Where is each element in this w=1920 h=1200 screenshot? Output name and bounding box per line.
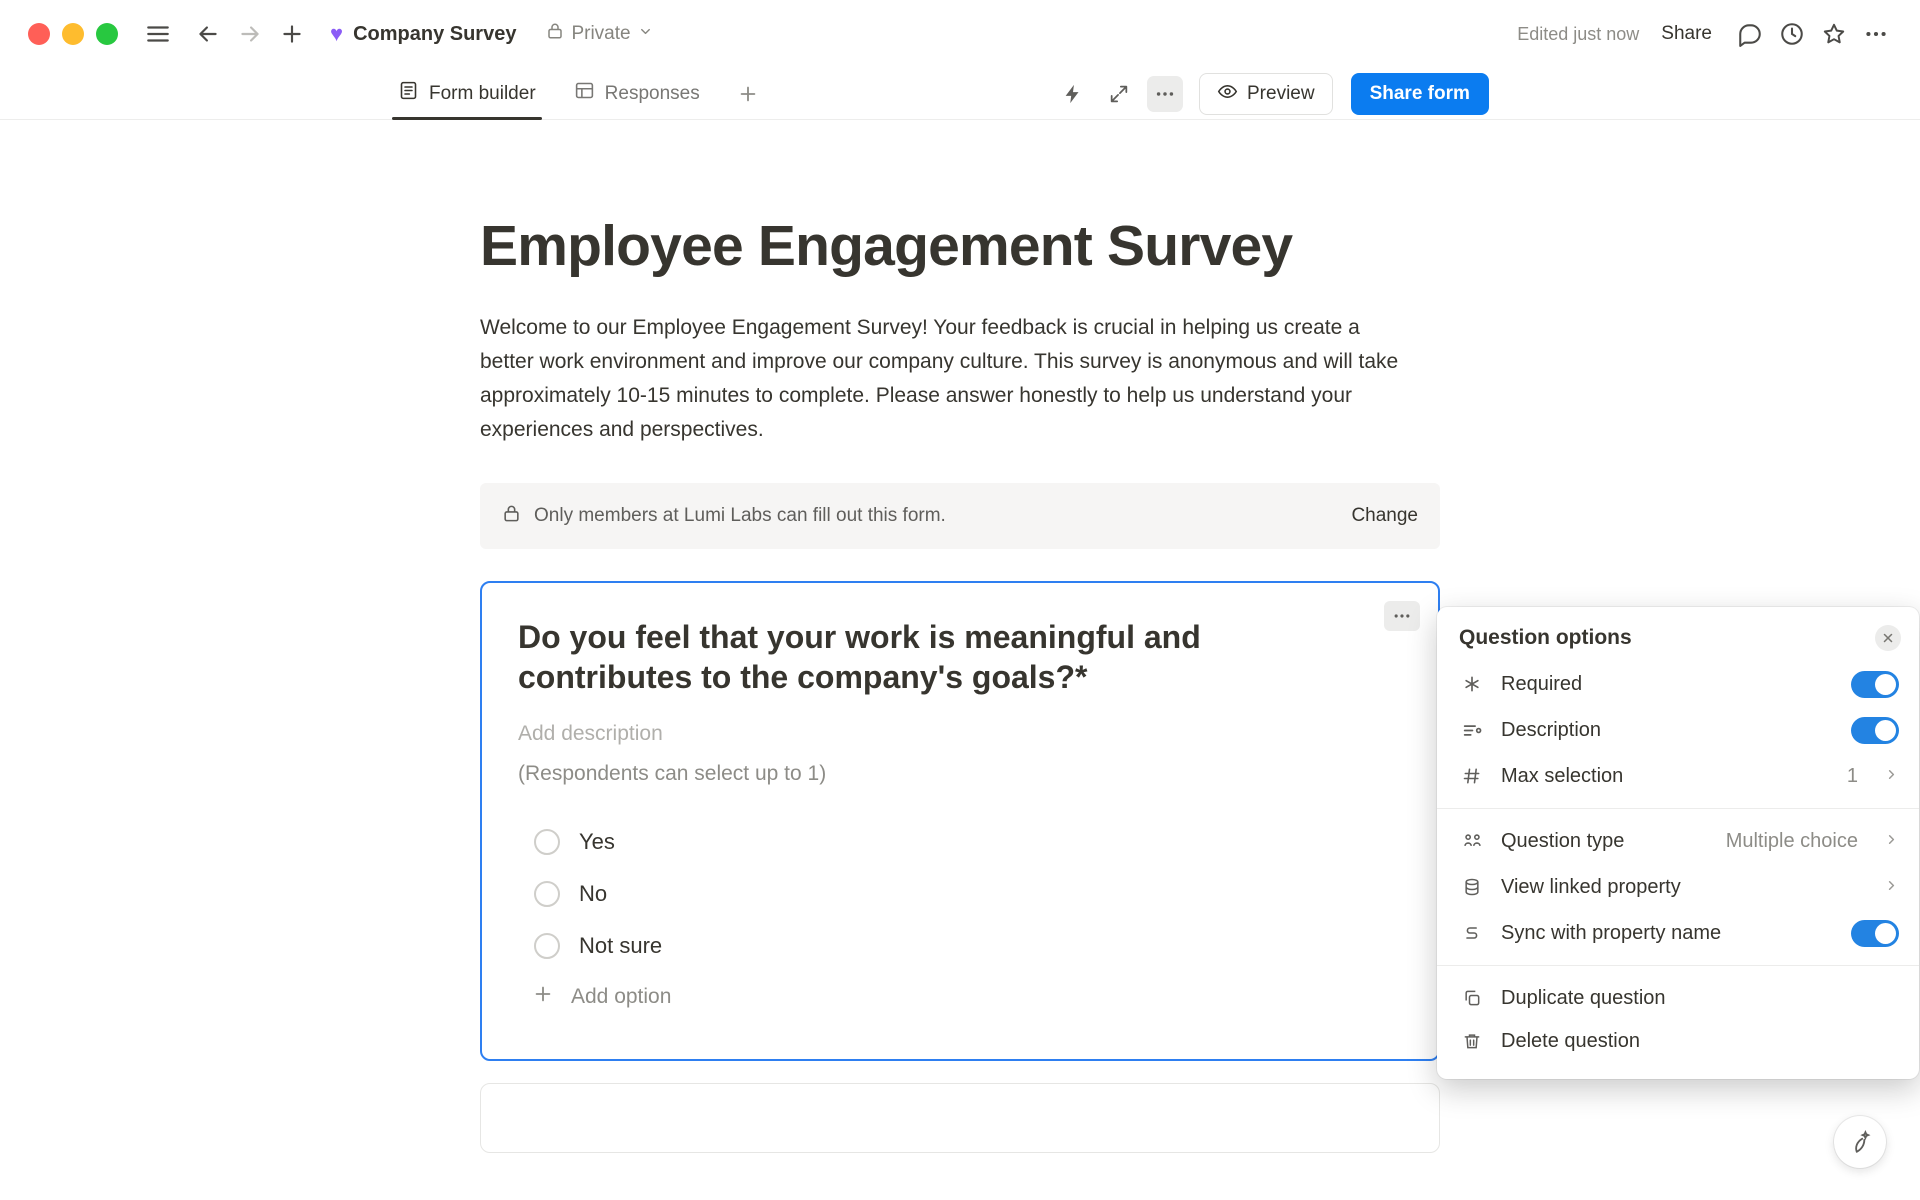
clock-icon[interactable] (1774, 16, 1810, 52)
option-row[interactable] (518, 920, 1402, 972)
required-asterisk: * (1075, 659, 1088, 696)
table-icon (574, 80, 595, 107)
asterisk-icon (1459, 674, 1485, 694)
option-label: No (579, 880, 608, 906)
share-form-button[interactable]: Share form (1351, 73, 1489, 115)
add-option-label: Add option (571, 984, 672, 1008)
back-arrow-icon[interactable] (190, 16, 226, 52)
hash-icon (1459, 766, 1485, 786)
heart-icon: ♥ (330, 21, 344, 46)
database-icon (1459, 877, 1485, 897)
question-type-value: Multiple choice (1725, 829, 1858, 852)
lock-icon (502, 504, 521, 528)
required-toggle[interactable] (1851, 671, 1899, 698)
add-option-button[interactable] (518, 972, 1402, 1022)
form-access-notice (480, 483, 1440, 549)
forward-arrow-icon[interactable] (232, 16, 268, 52)
title-bar (0, 0, 1920, 68)
lock-icon (546, 22, 564, 46)
notice-text: Only members at Lumi Labs can fill out this form. (534, 504, 946, 526)
question-title-text: Do you feel that your work is meaningful and contributes to the company's goals? (518, 618, 1201, 696)
tab-label: Responses (604, 82, 700, 104)
star-icon[interactable] (1816, 16, 1852, 52)
description-toggle[interactable] (1851, 717, 1899, 744)
option-label: Delete question (1501, 1029, 1640, 1052)
page-title: Company Survey (353, 22, 517, 45)
privacy-selector[interactable] (538, 18, 660, 50)
form-title[interactable]: Employee Engagement Survey (480, 214, 1293, 278)
edited-status: Edited just now (1517, 23, 1640, 44)
option-description[interactable] (1437, 707, 1919, 753)
maximize-window-button[interactable] (96, 23, 118, 45)
question-more-icon[interactable] (1384, 601, 1420, 631)
preview-button[interactable] (1199, 73, 1333, 115)
description-icon (1459, 720, 1485, 741)
hamburger-icon[interactable] (140, 16, 176, 52)
option-question-type[interactable] (1437, 818, 1919, 864)
question-type-icon (1459, 831, 1485, 852)
radio-icon[interactable] (534, 829, 560, 855)
duplicate-question-button[interactable] (1437, 975, 1919, 1021)
option-required[interactable] (1437, 661, 1919, 707)
share-button[interactable]: Share (1661, 23, 1712, 44)
popover-header (1437, 607, 1919, 661)
eye-icon (1217, 81, 1238, 108)
breadcrumb[interactable] (322, 19, 524, 50)
question-selection-hint: (Respondents can select up to 1) (518, 761, 827, 785)
more-horizontal-icon[interactable] (1858, 16, 1894, 52)
chevron-right-icon[interactable] (1884, 831, 1899, 852)
option-label: Max selection (1501, 764, 1624, 787)
titlebar-actions (1517, 0, 1894, 68)
duplicate-icon (1459, 988, 1485, 1008)
radio-icon[interactable] (534, 881, 560, 907)
form-content (480, 215, 1440, 1153)
tab-bar (0, 68, 1920, 120)
option-label: Not sure (579, 932, 663, 958)
option-sync-with-property-name[interactable] (1437, 910, 1919, 956)
divider (1437, 808, 1919, 809)
divider (1437, 965, 1919, 966)
sync-toggle[interactable] (1851, 920, 1899, 947)
question-options-popover (1437, 607, 1919, 1079)
chevron-down-icon (638, 23, 653, 45)
chevron-right-icon[interactable] (1884, 877, 1899, 898)
option-label: View linked property (1501, 875, 1681, 898)
expand-icon[interactable] (1101, 76, 1137, 112)
window-controls[interactable] (28, 23, 118, 45)
option-view-linked-property[interactable] (1437, 864, 1919, 910)
question-options-list (518, 816, 1402, 1022)
form-actions (1055, 68, 1489, 120)
change-access-button[interactable]: Change (1351, 504, 1418, 526)
tab-responses[interactable] (568, 68, 706, 120)
plus-icon (532, 983, 554, 1011)
delete-question-button[interactable] (1437, 1021, 1919, 1067)
form-icon (398, 80, 419, 107)
option-max-selection[interactable] (1437, 753, 1919, 799)
comment-icon[interactable] (1732, 16, 1768, 52)
form-intro-text[interactable]: Welcome to our Employee Engagement Survey! Your feedback is crucial in helping us create a better work environment and improve our company culture. This survey is anonymous and will take approximately 10-15 minutes to complete. Please answer honestly to help us understand your experiences and perspectives. (480, 315, 1399, 441)
question-title[interactable] (518, 617, 1338, 698)
minimize-window-button[interactable] (62, 23, 84, 45)
option-label: Required (1501, 672, 1583, 695)
add-tab-plus-icon[interactable] (732, 78, 764, 110)
close-icon[interactable] (1875, 625, 1901, 651)
new-page-plus-icon[interactable] (274, 16, 310, 52)
option-label: Question type (1501, 829, 1625, 852)
question-card[interactable] (480, 581, 1440, 1061)
preview-label: Preview (1247, 83, 1315, 104)
help-sparkle-icon[interactable] (1834, 1116, 1886, 1168)
lightning-icon[interactable] (1055, 76, 1091, 112)
trash-icon (1459, 1031, 1485, 1051)
radio-icon[interactable] (534, 933, 560, 959)
option-row[interactable] (518, 868, 1402, 920)
option-row[interactable] (518, 816, 1402, 868)
next-question-card[interactable] (480, 1083, 1440, 1153)
sync-icon (1459, 923, 1485, 943)
popover-title: Question options (1459, 626, 1632, 649)
more-horizontal-icon[interactable] (1147, 76, 1183, 112)
page-body (0, 120, 1920, 1200)
chevron-right-icon[interactable] (1884, 766, 1899, 787)
privacy-label: Private (571, 23, 631, 44)
close-window-button[interactable] (28, 23, 50, 45)
max-selection-value: 1 (1846, 764, 1858, 787)
option-label: Yes (579, 828, 615, 854)
tab-form-builder[interactable] (392, 68, 542, 120)
tab-label: Form builder (429, 82, 536, 104)
option-label: Description (1501, 718, 1602, 741)
question-description-input[interactable]: Add description (518, 721, 663, 745)
option-label: Sync with property name (1501, 921, 1722, 944)
option-label: Duplicate question (1501, 986, 1666, 1009)
